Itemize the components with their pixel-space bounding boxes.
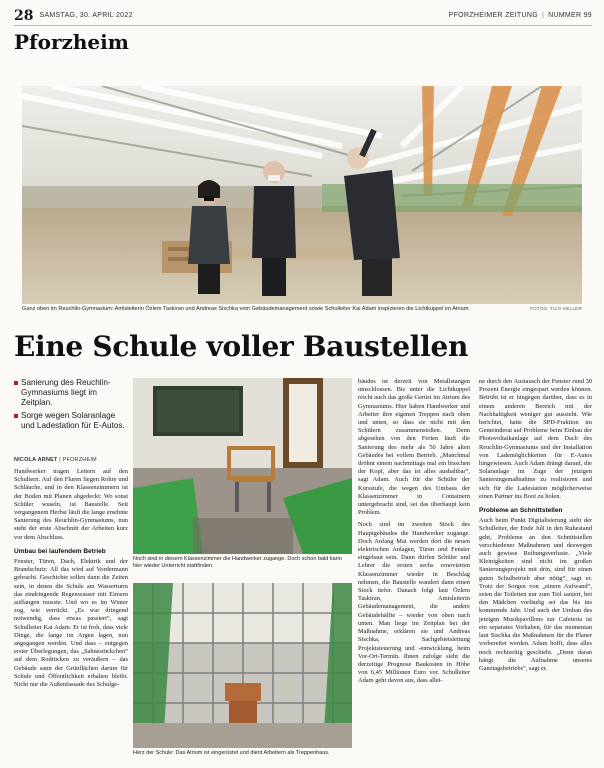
article-paragraph: ne durch den Austausch der Fenster rund 30 Prozent Energie eingespart werden können. Betrübt ist er hingegen darüber, dass es in einem anderen Bereich mit der Nachhaltigkeit weniger gut aussieht. Wie berichtet, hatte die SPD-Fraktion im Gemeinderat auf Probleme beim Einbau der Photovoltaikanlage auf dem Dach des Reuchlin-Gymnasiums und der Installation von Lademöglichkeiten für E-Autos hingewiesen. Auch Adam drängt darauf, die Solaranlage im Zuge der jetzigen Sanierungsmaßnahme zu realisieren und sich für die Ladestation möglicherweise einen Partner ins Boot zu holen. xyxy=(479,378,592,500)
atrium-photo-caption: Herz der Schule: Das Atrium ist eingerüstet und dient Arbeitern als Treppenhaus. xyxy=(133,750,330,756)
article-paragraph: Handwerker tragen Leitern auf den Schultern. Auf den Fluren liegen Rohre und Schläuche, und in den Klassenzimmern ist der Boden mit Planen abgedeckt: Wo sonst Schüler wuseln, ist Baustelle. Seit vergangenem Herbst läuft die lange ersehnte Sanierung des Reuchlin-Gymnasiums, nun steht der erste Abschnitt der Arbeiten kurz vor dem Abschluss. xyxy=(14,468,128,541)
teaser-bullets xyxy=(14,378,126,433)
newspaper-name: PFORZHEIMER ZEITUNG xyxy=(448,12,538,19)
byline-author: NICOLA ARNET xyxy=(14,457,58,463)
page-number: 28 xyxy=(14,7,34,24)
masthead-separator: | xyxy=(541,12,545,19)
article-paragraph: bäudes ist derzeit von Metallstangen umschlossen. Bis unter die Lichtkuppel reicht auch das große Gerüst im Atrium des Gymnasiums. Hier haben Handwerker und Arbeiter ihre eigenen Treppen nach oben und unten, so dass sie nicht mit den Schülern zusammenstoßen. Denn abgesehen von den Ferien läuft die Sanierung des mehr als 50 Jahre alten Gebäudes bei vollem Betrieb. „Manchmal dröhnt einem nachmittags mal ein bisschen der Kopf, aber das ist alles aushaltbar“, sagt Adam. Auch für die Schüler der Kursstufe, die wegen des Umbaus der Klassenzimmer in Containern untergebracht sind, sei das überhaupt kein Problem. xyxy=(358,378,470,517)
atrium-photo-image xyxy=(133,583,352,748)
main-photo-caption: Ganz oben im Reuchlin-Gymnasium: Amtsleiterin Özlem Taskiran und Andreas Sischka vom Gebäudemanagement sowie Schulleiter Kai Adam inspizieren die Lichtkuppel im Atrium. xyxy=(22,306,470,312)
byline: NICOLA ARNET | PFORZHEIM xyxy=(14,457,97,463)
subheading: Probleme an Schnittstellen xyxy=(479,507,563,515)
issue-number: NUMMER 99 xyxy=(548,12,592,19)
masthead-right xyxy=(449,12,592,19)
main-photo xyxy=(22,86,582,304)
bullet-square-icon xyxy=(14,381,18,385)
subheading: Umbau bei laufendem Betrieb xyxy=(14,547,106,555)
section-title: Pforzheim xyxy=(14,30,129,54)
headline: Eine Schule voller Baustellen xyxy=(14,330,469,363)
classroom-photo xyxy=(133,378,352,554)
main-photo-caption-row xyxy=(22,306,582,312)
classroom-photo-image xyxy=(133,378,352,554)
teaser-bullet-text: Sorge wegen Solaranlage und Ladestation für E-Autos. xyxy=(21,410,125,430)
article-paragraph: Noch sind im zweiten Stock des Hauptgebäudes die Handwerker zugange. Doch Anfang Mai werden dort die neuen elektrischen Anlagen, Türen und Fenster eingebaut sein. Dann dürfen Schüler und Lehrer die ersten sechs renovierten Klassenzimmer wieder in Beschlag nehmen, die Baustelle wandert dann einen Stock tiefer. Danach folgt laut Özlem Taskiran, Amtsleiterin Gebäudemanagement, die andere Gebäudehälfte – wieder von oben nach unten. Man liege im Zeitplan bei der Maßnahme, erklären sie und Andreas Sischka, Sachgebietsleitung Projektsteuerung und -entwicklung, beim Vor-Ort-Termin. Ihnen zufolge sieht die derzeitige Prognose Baukosten in Höhe von 6,45 Millionen Euro vor. Schulleiter Adam geht davon aus, dass allei- xyxy=(358,521,470,685)
atrium-photo xyxy=(133,583,352,748)
classroom-photo-caption: Noch sind in diesem Klassenzimmer die Handwerker zugange. Doch schon bald kann hier wieder Unterricht stattfinden. xyxy=(133,556,342,569)
article-paragraph: Fenster, Türen, Dach, Elektrik und der Brandschutz: All das wird auf Vordermann gebracht. Geschichte sollen dann die Zeiten sein, in denen die Schule am Wasserturm das eindringende Regenwasser mit Eimern auffangen musste. Und wo es im Winter zog, wie verrückt. „Es war dringend notwendig, dass etwas passiert“, sagt Schulleiter Kai Adam. Er ist froh, dass viele Dinge, die lange im Argen lagen, nun angegangen werden. Und dass – entgegen erster Überlegungen, das „Sahnestückchen“ auf dem Rodrücken zu veräußern – das Gebäude samt der Grünflächen darum für Schule und Öffentlichkeit erhalten bleibt. Nicht nur die Außenfassade des Schulge- xyxy=(14,558,128,689)
article-paragraph: Auch beim Punkt Digitalisierung sieht der Schulleiter, der Ende Juli in den Ruhestand geht, Probleme an den Schnittstellen verschiedener Maßnahmen und deswegen auch gewisse Reibungsverluste. „Viele Kleinigkeiten sind nicht im großen Sanierungsprojekt mit drin, sind für einen guten Schulbetrieb aber nötig“, sagt er. Trotz der Sorgen von „einem Aufwand“, seien die Toiletten nur zum Teil saniert, bei den Mädchen vorläufig sei das bis ins kommende Jahr. Und auch der Umbau des jetzigen Musikpavillons zur Cafeteria ist ein separates Vorhaben, für das momentan laut Sischka die Maßnahmen für die Planer vorbereitet werden. Adam hofft, dass alles noch rechtzeitig geschieht. „Denn daran hängt die Aufnahme unseres Ganztagsbetriebs“, sagt er. xyxy=(479,517,592,672)
byline-location: PFORZHEIM xyxy=(62,457,97,463)
issue-date: SAMSTAG, 30. APRIL 2022 xyxy=(39,12,133,19)
bullet-square-icon xyxy=(14,414,18,418)
article-column-4 xyxy=(479,378,592,673)
main-photo-image xyxy=(22,86,582,304)
article-column-3 xyxy=(358,378,470,686)
photo-credit: FOTOS: TILO KELLER xyxy=(530,306,582,311)
teaser-bullet xyxy=(14,378,126,409)
teaser-bullet xyxy=(14,411,126,431)
teaser-bullet-text: Sanierung des Reuchlin-Gymnasiums liegt im Zeitplan. xyxy=(21,378,111,408)
masthead xyxy=(14,6,592,26)
article-column-1 xyxy=(14,468,128,689)
